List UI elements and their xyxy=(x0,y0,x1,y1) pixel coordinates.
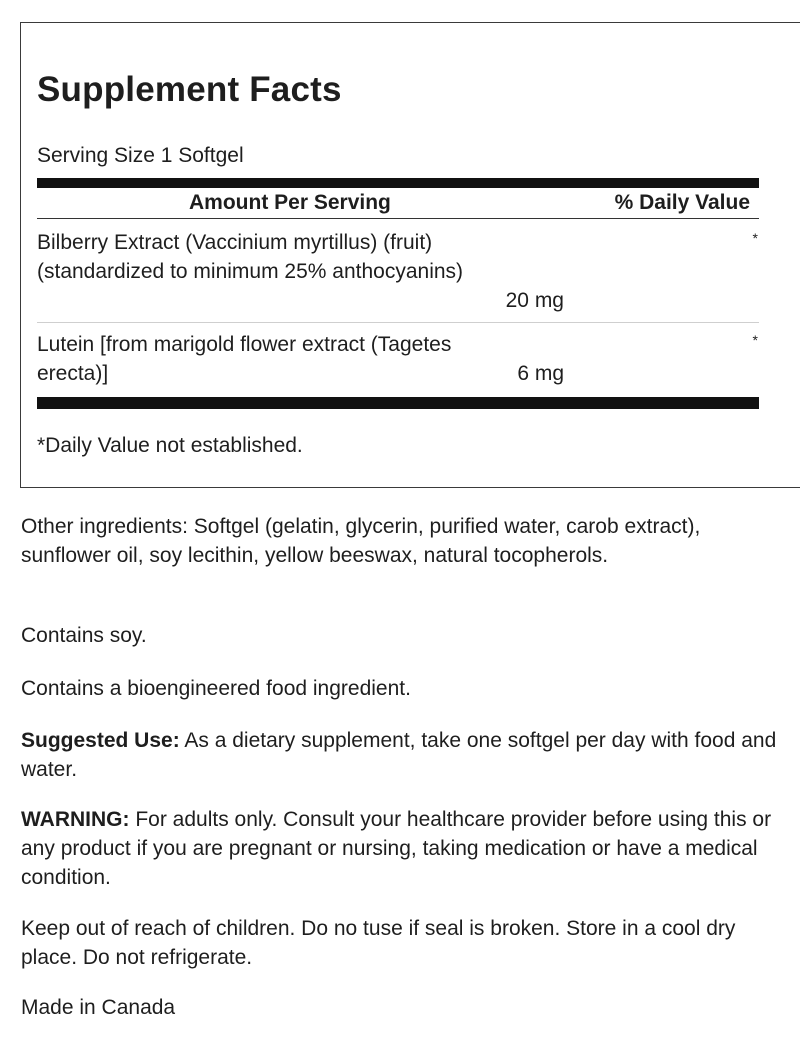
warning xyxy=(21,805,781,892)
daily-value-footnote: *Daily Value not established. xyxy=(37,434,303,457)
ingredient-divider xyxy=(37,322,759,323)
country-of-origin: Made in Canada xyxy=(21,996,176,1019)
daily-value-header: % Daily Value xyxy=(614,191,750,214)
facts-title: Supplement Facts xyxy=(37,70,342,109)
ingredient-name-line: Bilberry Extract (Vaccinium myrtillus) (fruit) xyxy=(37,231,433,254)
warning-label: WARNING: xyxy=(21,808,130,831)
bioengineered-notice: Contains a bioengineered food ingredient. xyxy=(21,677,411,700)
ingredient-amount: 20 mg xyxy=(505,289,564,312)
supplement-facts-panel xyxy=(20,22,800,488)
top-thick-rule xyxy=(37,178,759,188)
ingredient-name-line: erecta)] xyxy=(37,362,109,385)
ingredient-daily-value: * xyxy=(752,230,758,246)
contains-soy: Contains soy. xyxy=(21,624,147,647)
serving-size: Serving Size 1 Softgel xyxy=(37,144,244,167)
suggested-use-text: As a dietary supplement, take one softgel per day with food and water. xyxy=(21,729,777,781)
warning-text: For adults only. Consult your healthcare provider before using this or any product if you are pregnant or nursing, taking medication or have a medical condition. xyxy=(21,808,772,889)
header-rule xyxy=(37,218,759,219)
storage-instructions: Keep out of reach of children. Do no tuse if seal is broken. Store in a cool dry place. Do not refrigerate. xyxy=(21,917,736,969)
suggested-use xyxy=(21,726,781,784)
ingredient-amount: 6 mg xyxy=(517,362,564,385)
amount-per-serving-header: Amount Per Serving xyxy=(189,191,391,214)
ingredient-daily-value: * xyxy=(752,332,758,348)
suggested-use-label: Suggested Use: xyxy=(21,729,180,752)
ingredient-name-line: (standardized to minimum 25% anthocyanins) xyxy=(37,260,464,283)
ingredient-name-line: Lutein [from marigold flower extract (Tagetes xyxy=(37,333,452,356)
bottom-thick-rule xyxy=(37,397,759,409)
other-ingredients: Other ingredients: Softgel (gelatin, glycerin, purified water, carob extract), sunflower oil, soy lecithin, yellow beeswax, natural tocopherols. xyxy=(21,515,701,567)
